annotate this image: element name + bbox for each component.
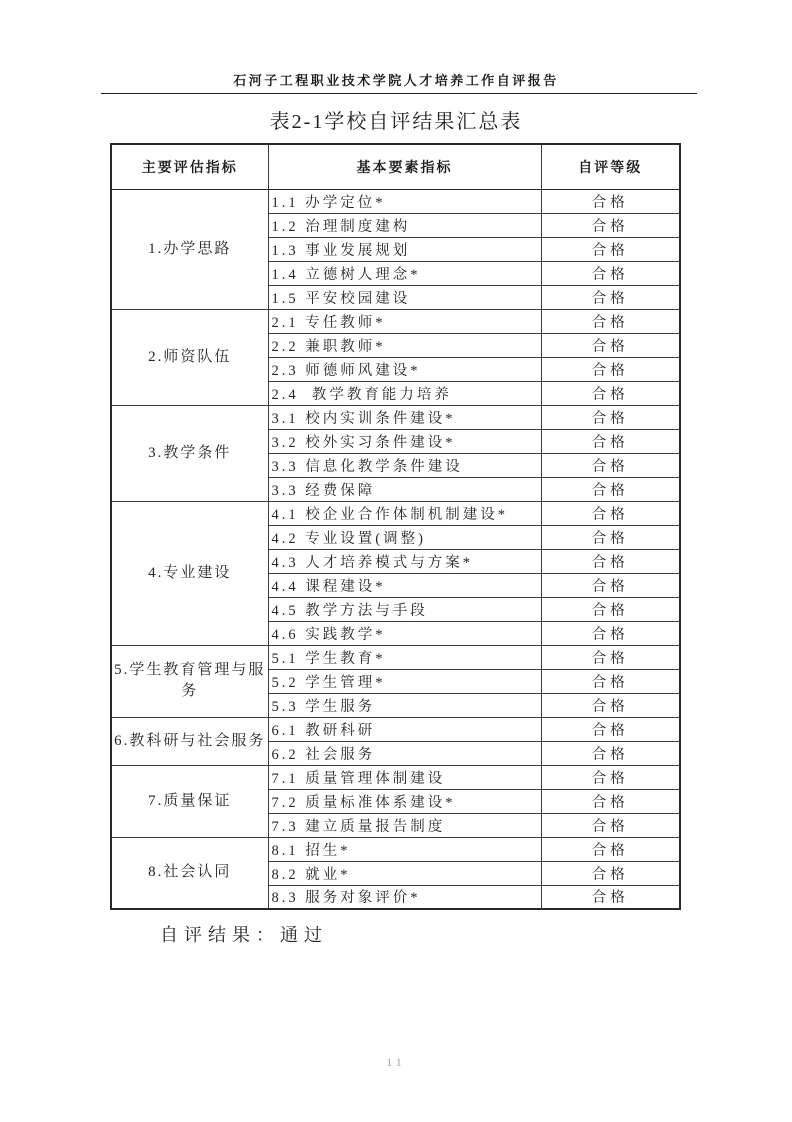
grade-cell: 合格 (541, 789, 680, 813)
column-header-basic-element: 基本要素指标 (268, 144, 541, 189)
grade-cell: 合格 (541, 525, 680, 549)
grade-cell: 合格 (541, 693, 680, 717)
summary-table-body (111, 189, 680, 909)
grade-cell: 合格 (541, 837, 680, 861)
table-row (111, 405, 680, 429)
item-cell: 8.1 招生* (268, 837, 541, 861)
item-cell: 6.1 教研科研 (268, 717, 541, 741)
item-cell: 4.3 人才培养模式与方案* (268, 549, 541, 573)
section-name-cell: 2.师资队伍 (111, 309, 268, 405)
item-cell: 2.2 兼职教师* (268, 333, 541, 357)
item-cell: 5.2 学生管理* (268, 669, 541, 693)
grade-cell: 合格 (541, 741, 680, 765)
section-name-cell: 7.质量保证 (111, 765, 268, 837)
item-cell: 8.3 服务对象评价* (268, 885, 541, 909)
item-cell: 1.5 平安校园建设 (268, 285, 541, 309)
grade-cell: 合格 (541, 261, 680, 285)
section-name-cell: 4.专业建设 (111, 501, 268, 645)
grade-cell: 合格 (541, 333, 680, 357)
grade-cell: 合格 (541, 813, 680, 837)
item-cell: 1.1 办学定位* (268, 189, 541, 213)
grade-cell: 合格 (541, 645, 680, 669)
item-cell: 2.4 教学教育能力培养 (268, 381, 541, 405)
item-cell: 8.2 就业* (268, 861, 541, 885)
item-cell: 7.2 质量标准体系建设* (268, 789, 541, 813)
table-row (111, 837, 680, 861)
item-cell: 4.4 课程建设* (268, 573, 541, 597)
grade-cell: 合格 (541, 405, 680, 429)
item-cell: 4.1 校企业合作体制机制建设* (268, 501, 541, 525)
grade-cell: 合格 (541, 765, 680, 789)
grade-cell: 合格 (541, 429, 680, 453)
grade-cell: 合格 (541, 189, 680, 213)
table-row (111, 501, 680, 525)
grade-cell: 合格 (541, 861, 680, 885)
grade-cell: 合格 (541, 285, 680, 309)
item-cell: 1.4 立德树人理念* (268, 261, 541, 285)
item-cell: 3.3 经费保障 (268, 477, 541, 501)
grade-cell: 合格 (541, 381, 680, 405)
grade-cell: 合格 (541, 549, 680, 573)
section-name-cell: 5.学生教育管理与服务 (111, 645, 268, 717)
column-header-grade: 自评等级 (541, 144, 680, 189)
item-cell: 4.5 教学方法与手段 (268, 597, 541, 621)
grade-cell: 合格 (541, 213, 680, 237)
self-evaluation-result: 自评结果：通过 (160, 925, 328, 945)
section-name-cell: 6.教科研与社会服务 (111, 717, 268, 765)
grade-cell: 合格 (541, 453, 680, 477)
grade-cell: 合格 (541, 597, 680, 621)
grade-cell: 合格 (541, 621, 680, 645)
item-cell: 1.3 事业发展规划 (268, 237, 541, 261)
item-cell: 2.1 专任教师* (268, 309, 541, 333)
item-cell: 1.2 治理制度建构 (268, 213, 541, 237)
item-cell: 5.3 学生服务 (268, 693, 541, 717)
item-cell: 4.6 实践教学* (268, 621, 541, 645)
summary-table (110, 143, 681, 910)
item-cell: 2.3 师德师风建设* (268, 357, 541, 381)
table-row (111, 189, 680, 213)
section-name-cell: 1.办学思路 (111, 189, 268, 309)
grade-cell: 合格 (541, 669, 680, 693)
item-cell: 3.2 校外实习条件建设* (268, 429, 541, 453)
header-divider (101, 93, 697, 94)
item-cell: 6.2 社会服务 (268, 741, 541, 765)
table-row (111, 765, 680, 789)
table-header-row (111, 144, 680, 189)
item-cell: 5.1 学生教育* (268, 645, 541, 669)
document-header: 石河子工程职业技术学院人才培养工作自评报告 (233, 73, 559, 88)
page-number: 11 (386, 1055, 406, 1069)
table-row (111, 309, 680, 333)
grade-cell: 合格 (541, 501, 680, 525)
item-cell: 7.1 质量管理体制建设 (268, 765, 541, 789)
grade-cell: 合格 (541, 237, 680, 261)
grade-cell: 合格 (541, 477, 680, 501)
table-row (111, 717, 680, 741)
grade-cell: 合格 (541, 573, 680, 597)
section-name-cell: 3.教学条件 (111, 405, 268, 501)
item-cell: 4.2 专业设置(调整) (268, 525, 541, 549)
item-cell: 3.3 信息化教学条件建设 (268, 453, 541, 477)
item-cell: 3.1 校内实训条件建设* (268, 405, 541, 429)
table-row (111, 645, 680, 669)
section-name-cell: 8.社会认同 (111, 837, 268, 909)
grade-cell: 合格 (541, 357, 680, 381)
table-title: 表2-1学校自评结果汇总表 (269, 111, 523, 133)
grade-cell: 合格 (541, 309, 680, 333)
item-cell: 7.3 建立质量报告制度 (268, 813, 541, 837)
grade-cell: 合格 (541, 885, 680, 909)
grade-cell: 合格 (541, 717, 680, 741)
column-header-main-indicator: 主要评估指标 (111, 144, 268, 189)
